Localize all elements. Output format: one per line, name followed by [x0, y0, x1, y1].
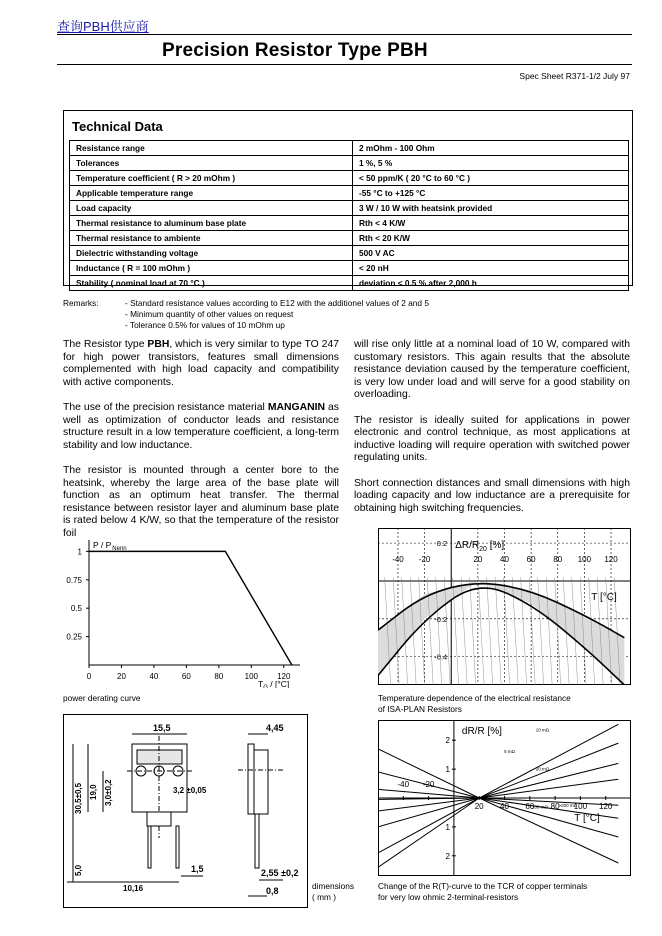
package-neck: [147, 812, 171, 826]
x-tick-label: -40: [392, 554, 404, 564]
table-row: [70, 156, 629, 171]
dim-label: 4,45: [266, 723, 284, 733]
caption-line: Change of the R(T)-curve to the TCR of copper terminals: [378, 881, 588, 891]
curve-label: 20 mΩ: [535, 766, 550, 772]
lead: [148, 826, 151, 868]
y-axis-title: dR/R [%]: [461, 726, 502, 737]
power-derating-chart: [60, 532, 310, 688]
y-axis-title: P / $P_{Nenn}$: [93, 540, 127, 552]
y-tick-label: 0.25: [66, 632, 82, 642]
x-tick-label: 100: [577, 554, 592, 564]
paragraph: The Resistor type PBH, which is very similar to type TO 247 for high power transistors, features small dimensions complemented with high load capacity and compatibility with active components.: [63, 339, 339, 388]
spec-sheet-label: Spec Sheet R371-1/2 July 97: [519, 71, 630, 81]
x-tick-label: 80: [550, 802, 560, 811]
caption-line: Temperature dependence of the electrical resistance: [378, 693, 571, 703]
temperature-dependence-caption: [378, 693, 571, 714]
remarks-list: [125, 298, 429, 331]
drawing-caption: [312, 881, 354, 902]
remarks-label: Remarks:: [63, 298, 99, 308]
x-tick-label: 20: [117, 672, 126, 681]
dimension-drawing: [63, 714, 308, 908]
table-row: [70, 171, 629, 186]
paragraph: The use of the precision resistance material MANGANIN as well as optimization of conductor leads and resistance structure result in a low temperature coefficient, a long-term stability and low inductance.: [63, 401, 339, 451]
dim-label: 3,0±0,2: [104, 779, 113, 806]
curve-label: 10 mΩ: [535, 727, 550, 733]
param-cell: Load capacity: [70, 201, 353, 216]
value-cell: 2 mOhm - 100 Ohm: [353, 141, 629, 156]
caption-line: ( mm ): [312, 891, 336, 902]
x-tick-label: -20: [418, 554, 431, 564]
temperature-dependence-chart: [378, 528, 631, 685]
table-row: [70, 186, 629, 201]
tcr-chart: [378, 720, 631, 876]
table-row: [70, 201, 629, 216]
x-tick-label: 120: [599, 802, 613, 811]
tcr-caption: [378, 881, 587, 902]
x-tick-label: 20: [474, 802, 484, 811]
param-cell: Thermal resistance to ambiente: [70, 231, 353, 246]
dim-label: 10,16: [123, 884, 144, 893]
param-cell: Stability ( nominal load at 70 °C ): [70, 276, 353, 291]
derating-line: [89, 551, 292, 665]
header-rule: [57, 34, 632, 35]
dim-label: 2,55 ±0,2: [261, 868, 299, 878]
value-cell: Rth < 20 K/W: [353, 231, 629, 246]
x-tick-label: 100: [244, 672, 258, 681]
x-axis-title: $T_G / [^\circ C]$: [258, 679, 290, 688]
x-tick-label: 0: [86, 672, 92, 681]
paragraph: The resistor is mounted through a center bore to the heatsink, whereby the large area of the base plate will function as an optimum heat transfer. The thermal resistance between resistor layer and aluminum base plate is rated below 4 K/W, so that the temperature of the resistor foil: [63, 464, 339, 539]
value-cell: 1 %, 5 %: [353, 156, 629, 171]
y-tick-label: -0.4: [434, 652, 448, 662]
table-row: [70, 141, 629, 156]
supplier-link[interactable]: 查询PBH供应商: [57, 19, 149, 34]
y-tick-label: 0.2: [436, 539, 448, 549]
technical-data-title: Technical Data: [72, 119, 163, 134]
x-tick-label: -20: [422, 780, 435, 789]
x-tick-label: 40: [500, 802, 509, 811]
value-cell: 500 V AC: [353, 246, 629, 261]
x-tick-label: 80: [553, 554, 563, 564]
remark-item: - Tolerance 0.5% for values of 10 mOhm up: [125, 320, 285, 330]
param-cell: Temperature coefficient ( R > 20 mOhm ): [70, 171, 353, 186]
x-tick-label: 60: [181, 672, 191, 681]
y-axis-title: $\Delta R/R_{20}$ [%]: [455, 540, 505, 553]
dim-label: 3,2 ±0,05: [173, 786, 207, 795]
x-tick-label: -40: [397, 780, 410, 789]
y-tick-label: 2: [445, 736, 450, 746]
title-rule: [57, 64, 632, 65]
dim-label: 5,0: [74, 864, 83, 876]
param-cell: Resistance range: [70, 141, 353, 156]
paragraph: will rise only little at a nominal load of 10 W, compared with customary resistors. This again results that the absolute resistance deviation caused by the temperature coefficient, is very low under load and will serve for a good stability on overloading.: [354, 339, 630, 401]
dim-label: 19,0: [89, 784, 98, 800]
page-title: Precision Resistor Type PBH: [162, 40, 428, 61]
y-tick-label: 1: [445, 765, 450, 775]
y-tick-label: 1: [445, 822, 450, 832]
caption-line: for very low ohmic 2-terminal-resistors: [378, 891, 519, 902]
param-cell: Inductance ( R = 100 mOhm ): [70, 261, 353, 276]
text-column-right: [354, 339, 630, 528]
caption-line: dimensions: [312, 881, 354, 891]
x-axis-title: T [°C]: [591, 591, 617, 603]
paragraph: Short connection distances and small dimensions with high loading capacity and low inductance are a prerequisite for obtaining high switching frequencies.: [354, 477, 630, 514]
curve-label: 100 mΩ: [531, 804, 548, 810]
value-cell: < 20 nH: [353, 261, 629, 276]
lead: [176, 826, 179, 868]
x-tick-label: 100: [573, 802, 588, 811]
y-tick-label: 1: [77, 547, 82, 557]
x-tick-label: 40: [149, 672, 159, 681]
y-tick-label: 0.5: [70, 604, 82, 614]
value-cell: < 50 ppm/K ( 20 °C to 60 °C ): [353, 171, 629, 186]
y-tick-label: 2: [445, 851, 450, 861]
side-view-lead: [255, 814, 259, 868]
technical-data-box: [63, 110, 633, 286]
remark-item: - Standard resistance values according to E12 with the additionel values of 2 and 5: [125, 298, 429, 308]
y-tick-label: 0.75: [66, 575, 82, 585]
value-cell: deviation < 0.5 % after 2,000 h: [353, 276, 629, 291]
param-cell: Dielectric withstanding voltage: [70, 246, 353, 261]
param-cell: Applicable temperature range: [70, 186, 353, 201]
text-column-left: [63, 339, 339, 553]
x-tick-label: 60: [525, 802, 535, 811]
table-row: [70, 231, 629, 246]
value-cell: Rth < 4 K/W: [353, 216, 629, 231]
dim-label: 30,5±0,5: [74, 782, 83, 814]
curve-label: >200 mΩ: [558, 803, 577, 809]
y-tick-label: -0.2: [434, 614, 448, 624]
table-row: [70, 216, 629, 231]
table-row: [70, 246, 629, 261]
curve-label: 5 mΩ: [504, 749, 515, 755]
x-tick-label: 60: [526, 554, 536, 564]
x-tick-label: 80: [214, 672, 224, 681]
dim-label: 1,5: [191, 864, 204, 874]
remark-item: - Minimum quantity of other values on request: [125, 309, 294, 319]
value-cell: -55 °C to +125 °C: [353, 186, 629, 201]
param-cell: Tolerances: [70, 156, 353, 171]
side-view-tab: [248, 744, 254, 814]
paragraph: The resistor is ideally suited for applications in power electronic and control technique, as most applications at inductive loading will require operation with switched power regulating units.: [354, 414, 630, 464]
x-tick-label: 40: [500, 554, 509, 564]
value-cell: 3 W / 10 W with heatsink provided: [353, 201, 629, 216]
table-row: [70, 276, 629, 291]
param-cell: Thermal resistance to aluminum base plate: [70, 216, 353, 231]
x-tick-label: 120: [604, 554, 618, 564]
dim-label: 15,5: [153, 723, 171, 733]
table-row: [70, 261, 629, 276]
dim-label: 0,8: [266, 886, 279, 896]
x-axis-title: T [°C]: [574, 813, 600, 824]
technical-data-table: [69, 140, 629, 291]
x-tick-label: 20: [473, 554, 483, 564]
side-view-body: [254, 750, 268, 814]
x-tick-label: 120: [277, 672, 291, 681]
caption-line: of ISA-PLAN Resistors: [378, 703, 462, 714]
power-derating-caption: power derating curve: [63, 693, 141, 703]
